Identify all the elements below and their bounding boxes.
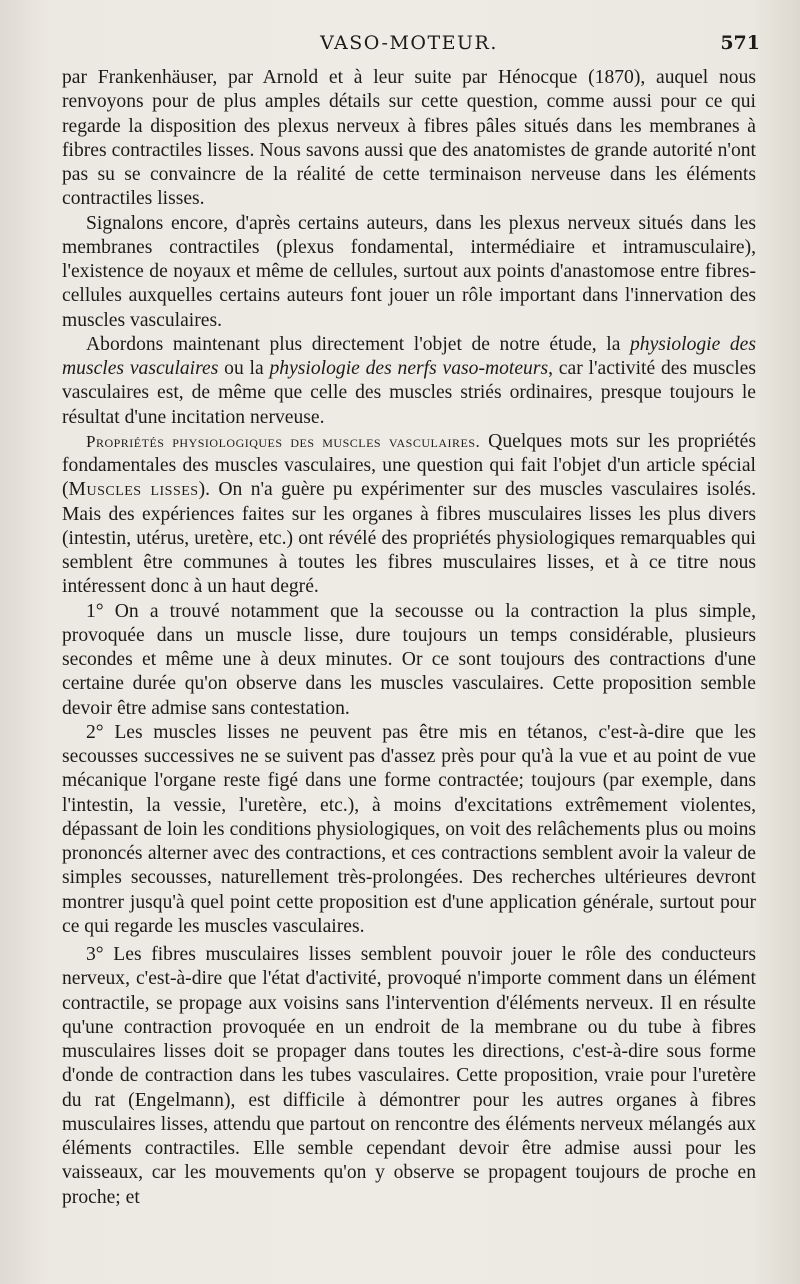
paragraph-continuation: par Frankenhäuser, par Arnold et à leur suite par Hénocque (1870), auquel nous renvoyons pour de plus amples détails sur cette question, comme aussi pour ce qui regarde la disposition des plexus nerveux à fibres pâles situés dans les membranes à fibres contractiles lisses. Nous savons aussi que des anatomistes de grande autorité n'ont pas su se convaincre de la réalité de cette terminaison nerveuse dans les éléments contractiles lisses.: [62, 67, 756, 210]
italic-term-muscles: physiologie des muscles vasculaires: [62, 333, 757, 379]
section-heading: Propriétés physiologiques des muscles vasculaires.: [86, 431, 481, 451]
cross-reference: Muscles lisses: [68, 479, 199, 501]
paragraph-point-2: 2° Les muscles lisses ne peuvent pas être mis en tétanos, c'est-à-dire que les secousses successives ne se suivent pas d'assez près pour qu'à la vue et au point de vue mécanique l'organe reste figé dans une forme contractée; toujours (par exemple, dans l'intestin, la vessie, l'uretère, etc.), à moins d'excitations extrêmement violentes, dépassant de loin les conditions physiologiques, on voit des relâchements plus ou moins prononcés alterner avec des contractions, et ces contractions semblent avoir la valeur de simples secousses, naturellement très-prolongées. Des recherches ultérieures devront montrer jusqu'à quel point cette proposition est d'une application générale, surtout pour ce qui regarde les muscles vasculaires.: [62, 721, 756, 937]
text-segment: Abordons maintenant plus directement l'objet de notre étude, la: [86, 333, 630, 355]
paragraph-properties: [62, 430, 756, 600]
page-number: 571: [720, 32, 760, 54]
paragraph-physiology-intro: [62, 333, 756, 430]
paragraph-point-1: 1° On a trouvé notamment que la secousse ou la contraction la plus simple, provoquée dans un muscle lisse, dure toujours un temps considérable, plusieurs secondes et même une à deux minutes. Or ce sont toujours des contractions d'une certaine durée qu'on observe dans les muscles vasculaires. Cette proposition semble devoir être admise sans contestation.: [62, 600, 756, 719]
text-segment: Quelques mots sur les propriétés fondamentales des muscles vasculaires, une question qui fait l'objet d'un article spécial (: [62, 430, 756, 501]
body-text: [62, 66, 756, 1210]
italic-term-nerves: physiologie des nerfs vaso-moteurs: [269, 358, 549, 379]
page-header: [62, 30, 760, 58]
text-segment: ). On n'a guère pu expérimenter sur des muscles vasculaires isolés. Mais des expériences faites sur les organes à fibres musculaires lisses les plus divers (intestin, utérus, uretère, etc.) ont révélé des propriétés physiologiques remarquables qui semblent être communes à toutes les fibres musculaires lisses, et à ce titre nous intéressent donc à un haut degré.: [62, 479, 756, 598]
paragraph-point-3: 3° Les fibres musculaires lisses semblent pouvoir jouer le rôle des conducteurs nerveux, c'est-à-dire que l'état d'activité, provoqué n'importe comment dans un élément contractile, se propage aux voisins sans l'intervention d'éléments nerveux. Il en résulte qu'une contraction provoquée en un endroit de la membrane ou du tube à fibres musculaires lisses doit se propager dans toutes les directions, c'est-à-dire sous forme d'onde de contraction dans les tubes vasculaires. Cette proposition, vraie pour l'uretère du rat (Engelmann), est difficile à démontrer pour les autres organes à fibres musculaires lisses, attendu que partout on rencontre des éléments nerveux mélangés aux éléments contractiles. Elle semble cependant devoir être admise aussi pour les vaisseaux, car les mouvements qu'on y observe se propagent toujours de proche en proche; et: [62, 944, 756, 1208]
text-segment: , car l'activité des muscles vasculaires est, de même que celle des muscles striés ordinaires, presque toujours le résultat d'une incitation nerveuse.: [62, 358, 756, 428]
paragraph-plexus: Signalons encore, d'après certains auteurs, dans les plexus nerveux situés dans les membranes contractiles (plexus fondamental, intermédiaire et intramusculaire), l'existence de noyaux et même de cellules, surtout aux points d'anastomose entre fibres-cellules auxquelles certains auteurs font jouer un rôle important dans l'innervation des muscles vasculaires.: [62, 212, 756, 331]
running-title: VASO-MOTEUR.: [320, 32, 498, 54]
text-segment: ou la: [218, 358, 270, 379]
